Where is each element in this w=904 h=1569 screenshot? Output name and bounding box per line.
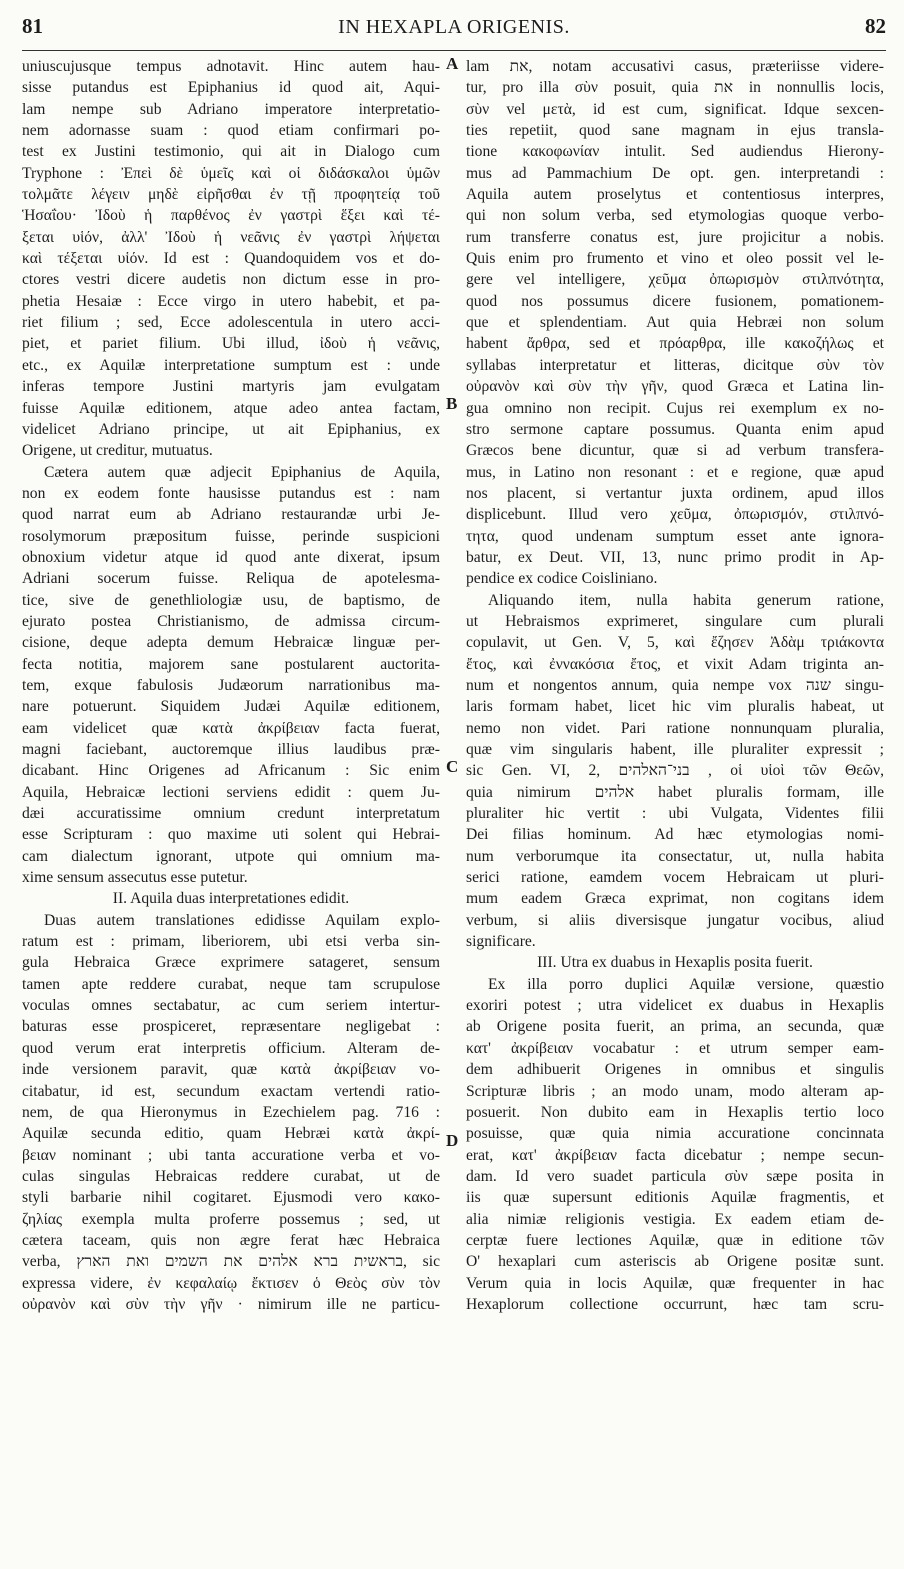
text-line: gula Hebraica Græce exprimere satageret, sensum bbox=[22, 954, 440, 972]
text-line: Cætera autem quæ adjecit Epiphanius de Aquila, bbox=[44, 463, 440, 481]
text-line: pluraliter hic vertit : ubi Vulgata, Videntes filii bbox=[466, 805, 884, 823]
text-line: tem, exque fabulosis Judæorum narrationibus ma- bbox=[22, 676, 440, 694]
text-line: verba, בראשית ברא אלהים את השמים ואת הארץ, sic bbox=[22, 1253, 440, 1271]
text-line: Aquila, Hebraicæ lectioni serviens edidit : quem Ju- bbox=[22, 783, 440, 801]
text-line: fecta notitia, majorem sane postularent auctorita- bbox=[22, 655, 440, 673]
text-line: Ο' hexaplari cum asteriscis ab Origene positæ sunt. bbox=[466, 1253, 884, 1271]
text-line: dem adhibuerit Origenes in omnibus et singulis bbox=[466, 1061, 884, 1079]
margin-marker-c: C bbox=[446, 757, 459, 776]
text-line: serici ratione, eamdem vocem Hebraicam ut pluri- bbox=[466, 869, 884, 887]
text-line: ἔτος, καὶ ἐννακόσια ἔτος, et vixit Adam triginta an- bbox=[466, 655, 884, 673]
text-line: styli barbarie nihil cogitaret. Ejusmodi vero κακο- bbox=[22, 1189, 440, 1207]
text-line: cerptæ fuere lectiones Aquilæ, quæ in editione τῶν bbox=[466, 1231, 884, 1249]
text-line: verbum, si aliis diversisque jungatur vocibus, aliud bbox=[466, 911, 884, 929]
text-line: ut Hebraismos exprimeret, singulare cum plurali bbox=[466, 612, 884, 630]
section-heading: III. Utra ex duabus in Hexaplis posita fuerit. bbox=[537, 954, 813, 972]
text-line: gere vel intelligere, χεῦμα ὀπωρισμὸν στιλπνότητα, bbox=[466, 271, 884, 289]
text-line: uniuscujusque tempus adnotavit. Hinc autem hau- bbox=[22, 58, 440, 75]
text-line: mus, in Latino non resonant : et e regione, quæ apud bbox=[466, 463, 884, 481]
text-line: eam videlicet quæ κατὰ ἀκρίβειαν facta fuerat, bbox=[22, 719, 440, 737]
text-line: que et splendentiam. Aut quia Hebræi non solum bbox=[466, 314, 884, 332]
text-line: Aquilæ secunda editio, quam Hebræi κατὰ ἀκρί- bbox=[22, 1125, 440, 1143]
text-line: qui non solum verba, sed etymologias quoque verbo- bbox=[466, 207, 884, 225]
text-line: ab Origene posita fuerit, an prima, an secunda, quæ bbox=[466, 1018, 884, 1036]
text-line: batur, ex Deut. VII, 13, nunc primo prodit in Ap- bbox=[466, 548, 884, 566]
text-line: esse Scripturam : quo maxime uti solent qui Hebrai- bbox=[22, 826, 440, 844]
margin-marker-a: A bbox=[446, 54, 459, 73]
text-line: lam את, notam accusativi casus, præteriisse videre- bbox=[466, 58, 884, 75]
section-heading: II. Aquila duas interpretationes edidit. bbox=[112, 890, 350, 908]
running-header bbox=[22, 10, 886, 51]
text-line: Verum quia in locis Aquilæ, quæ frequenter in hac bbox=[466, 1274, 884, 1292]
text-line: culas singulas Hebraicas reddere curabat, ut de bbox=[22, 1167, 440, 1185]
text-line: quæ vim singularis habent, ille pluraliter expressit ; bbox=[466, 741, 884, 758]
text-line: Quis enim pro frumento et vino et oleo possit vel le- bbox=[466, 250, 884, 268]
text-line: Duas autem translationes edidisse Aquilam explo- bbox=[44, 911, 440, 929]
text-line: stro sermone captare possumus. Quanta enim apud bbox=[466, 420, 884, 438]
text-line: οὐρανὸν καὶ σὺν τὴν γῆν, quod Græca et Latina lin- bbox=[466, 378, 884, 396]
text-line: Tryphone : Ἐπεὶ δὲ ὑμεῖς καὶ οἱ διδάσκαλοι ὑμῶν bbox=[22, 164, 440, 182]
text-line: quod nos possumus dicere fusionem, pomationem- bbox=[466, 292, 884, 310]
text-line: syllabas interpretatur et litteras, dicitque σὺν τὸν bbox=[466, 356, 884, 374]
text-line: sic Gen. VI, 2, בני־האלהים , οἱ υἱοὶ τῶν Θεῶν, bbox=[466, 762, 884, 780]
text-line: ξεται υἱόν, ἀλλ' Ἰδοὺ ἡ νεᾶνις ἐν γαστρὶ λήψεται bbox=[22, 228, 440, 246]
text-line: phetia Hesaiæ : Ecce virgo in utero habebit, et pa- bbox=[22, 292, 440, 310]
text-line: mum eadem Græca exprimat, non cogitans idem bbox=[466, 890, 884, 908]
text-line: tamen apte reddere curabat, neque tam scrupulose bbox=[22, 975, 440, 993]
text-line: piet, et pariet filium. Ubi illud, ἰδοὺ ἡ νεᾶνις, bbox=[22, 335, 440, 353]
text-line: καὶ τέξεται υἱόν. Id est : Quandoquidem vos et do- bbox=[22, 250, 440, 268]
text-line: quod narrat eum ab Adriano restaurandæ urbi Je- bbox=[22, 506, 440, 524]
left-column bbox=[22, 56, 440, 1315]
text-line: Ἡσαΐου· Ἰδοὺ ἡ παρθένος ἐν γαστρὶ ἕξει καὶ τέ- bbox=[22, 207, 440, 225]
text-line: σὺν vel μετὰ, id est cum, significat. Idque sexcen- bbox=[466, 100, 884, 118]
text-line: cam dialectum ignorant, utpote qui omnium ma- bbox=[22, 847, 440, 865]
margin-marker-b: B bbox=[446, 394, 458, 413]
text-line: dicabant. Hinc Origenes ad Africanum : Sic enim bbox=[22, 762, 440, 780]
text-line: exoriri potest ; utra videlicet ex duabus in Hexaplis bbox=[466, 997, 884, 1015]
text-line: test ex Justini testimonio, qui ait in Dialogo cum bbox=[22, 143, 440, 161]
text-line: mus ad Pammachium De opt. gen. interpretandi : bbox=[466, 164, 884, 182]
text-line: displicebunt. Illud vero χεῦμα, ὀπωρισμόν, στιλπνό- bbox=[466, 506, 884, 524]
text-line: Græcos bene dicuntur, quæ si ad verbum transfera- bbox=[466, 442, 884, 460]
text-line: ties repetiit, quod sane magnam in ejus transla- bbox=[466, 122, 884, 140]
text-line: expressa videre, ἐν κεφαλαίῳ ἔκτισεν ὁ Θεὸς σὺν τὸν bbox=[22, 1274, 440, 1292]
text-line: dam. Id vero suadet particula σὺν sæpe posita in bbox=[466, 1167, 884, 1185]
text-line: etc., ex Aquilæ interpretatione sumptum est : unde bbox=[22, 356, 440, 374]
text-line: habent ἄρθρα, sed et πρόαρθρα, ille κακοζήλως et bbox=[466, 335, 884, 353]
text-line: ejurato postea Christianismo, de admissa circum- bbox=[22, 612, 440, 630]
text-line: κατ' ἀκρίβειαν vocabatur : et utrum semper eam- bbox=[466, 1039, 884, 1057]
text-line: ratum est : primam, liberiorem, ubi etsi verba sin- bbox=[22, 933, 440, 951]
text-line: rosolymorum præpositum fuisse, perinde suspicioni bbox=[22, 527, 440, 545]
text-line: βειαν nominant ; ubi tanta accuratione verba et vo- bbox=[22, 1146, 440, 1164]
text-line: posuisse, quæ quia nimia accuratione concinnata bbox=[466, 1125, 884, 1143]
text-line: nos placent, si vertantur juxta ordinem, apud illos bbox=[466, 484, 884, 502]
text-line: οὐρανὸν καὶ σὺν τὴν γῆν · nimirum ille ne particu- bbox=[22, 1295, 440, 1313]
text-line: Dei filias hominum. Ad hæc etymologias nomi- bbox=[466, 826, 884, 844]
text-line: quod verum erat interpretis officium. Alteram de- bbox=[22, 1039, 440, 1057]
text-line: Ex illa porro duplici Aquilæ versione, quæstio bbox=[488, 975, 884, 993]
text-line: laris formam habet, licet hic vim pluralis habeat, ut bbox=[466, 698, 884, 716]
text-line: tice, sive de genethliologiæ usu, de baptismo, de bbox=[22, 591, 440, 609]
text-line: pendice ex codice Coisliniano. bbox=[466, 570, 658, 588]
text-line: Adriani socerum fuisse. Reliqua de apotelesma- bbox=[22, 570, 440, 588]
text-line: num et nongentos annum, quia nempe vox שנה singu- bbox=[466, 676, 884, 694]
right-column bbox=[466, 56, 884, 1315]
text-line: tur, pro illa σὺν posuit, quia את in nonnullis locis, bbox=[466, 79, 884, 97]
text-line: inde versionem paravit, quæ κατὰ ἀκρίβειαν vo- bbox=[22, 1061, 440, 1079]
text-line: riet filium ; sed, Ecce adolescentula in utero acci- bbox=[22, 314, 440, 332]
text-line: copulavit, ut Gen. V, 5, καὶ ἔζησεν Ἀδὰμ τριάκοντα bbox=[466, 634, 884, 652]
text-line: fuisse Aquilæ editionem, atque adeo antea factam, bbox=[22, 399, 440, 417]
text-line: rum transferre conatus est, jure projicitur a nobis. bbox=[466, 228, 884, 246]
text-line: tione κακοφωνίαν intulit. Sed audiendus Hierony- bbox=[466, 143, 884, 161]
text-line: xime sensum assecutus esse putetur. bbox=[22, 869, 248, 887]
text-line: nare potuerunt. Siquidem Judæi Aquilæ editionem, bbox=[22, 698, 440, 716]
text-line: voculas omnes sectabatur, ac cum seriem intertur- bbox=[22, 997, 440, 1015]
text-line: obnoxium videtur atque id quod ante dixerat, ipsum bbox=[22, 548, 440, 566]
text-line: Hexaplorum collectione occurrunt, hæc tam scru- bbox=[466, 1295, 884, 1313]
text-line: videlicet Adriano principe, ut ait Epiphanius, ex bbox=[22, 420, 440, 438]
text-line: τολμᾶτε λέγειν μηδὲ εἰρῆσθαι ἐν τῇ προφητείᾳ τοῦ bbox=[22, 186, 440, 204]
text-line: gua omnino non recipit. Cujus rei exemplum ex no- bbox=[466, 399, 884, 417]
text-line: posuerit. Non dubito eam in Hexaplis tertio loco bbox=[466, 1103, 884, 1121]
text-line: Scripturæ libris ; an modo unam, modo alteram ap- bbox=[466, 1082, 884, 1100]
text-line: Origene, ut creditur, mutuatus. bbox=[22, 442, 213, 460]
text-line: cætera taceam, quis non ægre ferat hæc Hebraica bbox=[22, 1231, 440, 1249]
text-line: nemo non videt. Pari ratione nonnunquam pluralia, bbox=[466, 719, 884, 737]
text-line: lam nempe sub Adriano imperatore interpretatio- bbox=[22, 100, 440, 118]
text-line: Aquila autem proselytus et contentiosus interpres, bbox=[466, 186, 884, 204]
text-line: citabatur, id est, secundum exactam vertendi ratio- bbox=[22, 1082, 440, 1100]
text-line: τητα, quod undenam sumptum esset ante ignora- bbox=[466, 527, 884, 545]
text-line: iis quæ supersunt editionis Aquilæ fragmentis, et bbox=[466, 1189, 884, 1207]
text-line: non ex eodem fonte hausisse putandus est : nam bbox=[22, 484, 440, 502]
text-line: cisione, deque adepta demum Hebraicæ linguæ per- bbox=[22, 634, 440, 652]
text-line: num verborumque ita consectatur, ut, nulla habita bbox=[466, 847, 884, 865]
text-line: alia nimiæ religionis vestigia. Ex eadem etiam de- bbox=[466, 1210, 884, 1228]
text-line: baturas esse prospiceret, repræsentare negligebat : bbox=[22, 1018, 440, 1036]
text-line: quia nimirum אלהים habet pluralis formam, ille bbox=[466, 783, 884, 801]
text-line: nem, de qua Hieronymus in Ezechielem pag. 716 : bbox=[22, 1103, 440, 1121]
running-title: IN HEXAPLA ORIGENIS. bbox=[338, 16, 570, 38]
margin-marker-d: D bbox=[446, 1131, 459, 1150]
page-number-right: 82 bbox=[865, 14, 886, 38]
text-line: inferas tempore Justini martyris jam evulgatam bbox=[22, 378, 440, 396]
page-number-left: 81 bbox=[22, 14, 43, 38]
text-line: sisse putandus est Epiphanius id quod ait, Aqui- bbox=[22, 79, 440, 97]
text-line: significare. bbox=[466, 933, 536, 951]
text-line: magni faciebant, auctoremque illius laudibus præ- bbox=[22, 741, 440, 758]
text-line: ζηλίας exempla multa proferre possemus ; sed, ut bbox=[22, 1210, 440, 1228]
text-line: dæi accuratissime omnium credunt interpretatum bbox=[22, 805, 440, 823]
text-line: nem adornasse suam : quod etiam confirmari po- bbox=[22, 122, 440, 140]
text-line: Aliquando item, nulla habita generum ratione, bbox=[488, 591, 884, 609]
text-line: ctores vestri dicere audetis non dictum esse in pro- bbox=[22, 271, 440, 289]
text-line: erat, κατ' ἀκρίβειαν facta dicebatur ; nempe secun- bbox=[466, 1146, 884, 1164]
